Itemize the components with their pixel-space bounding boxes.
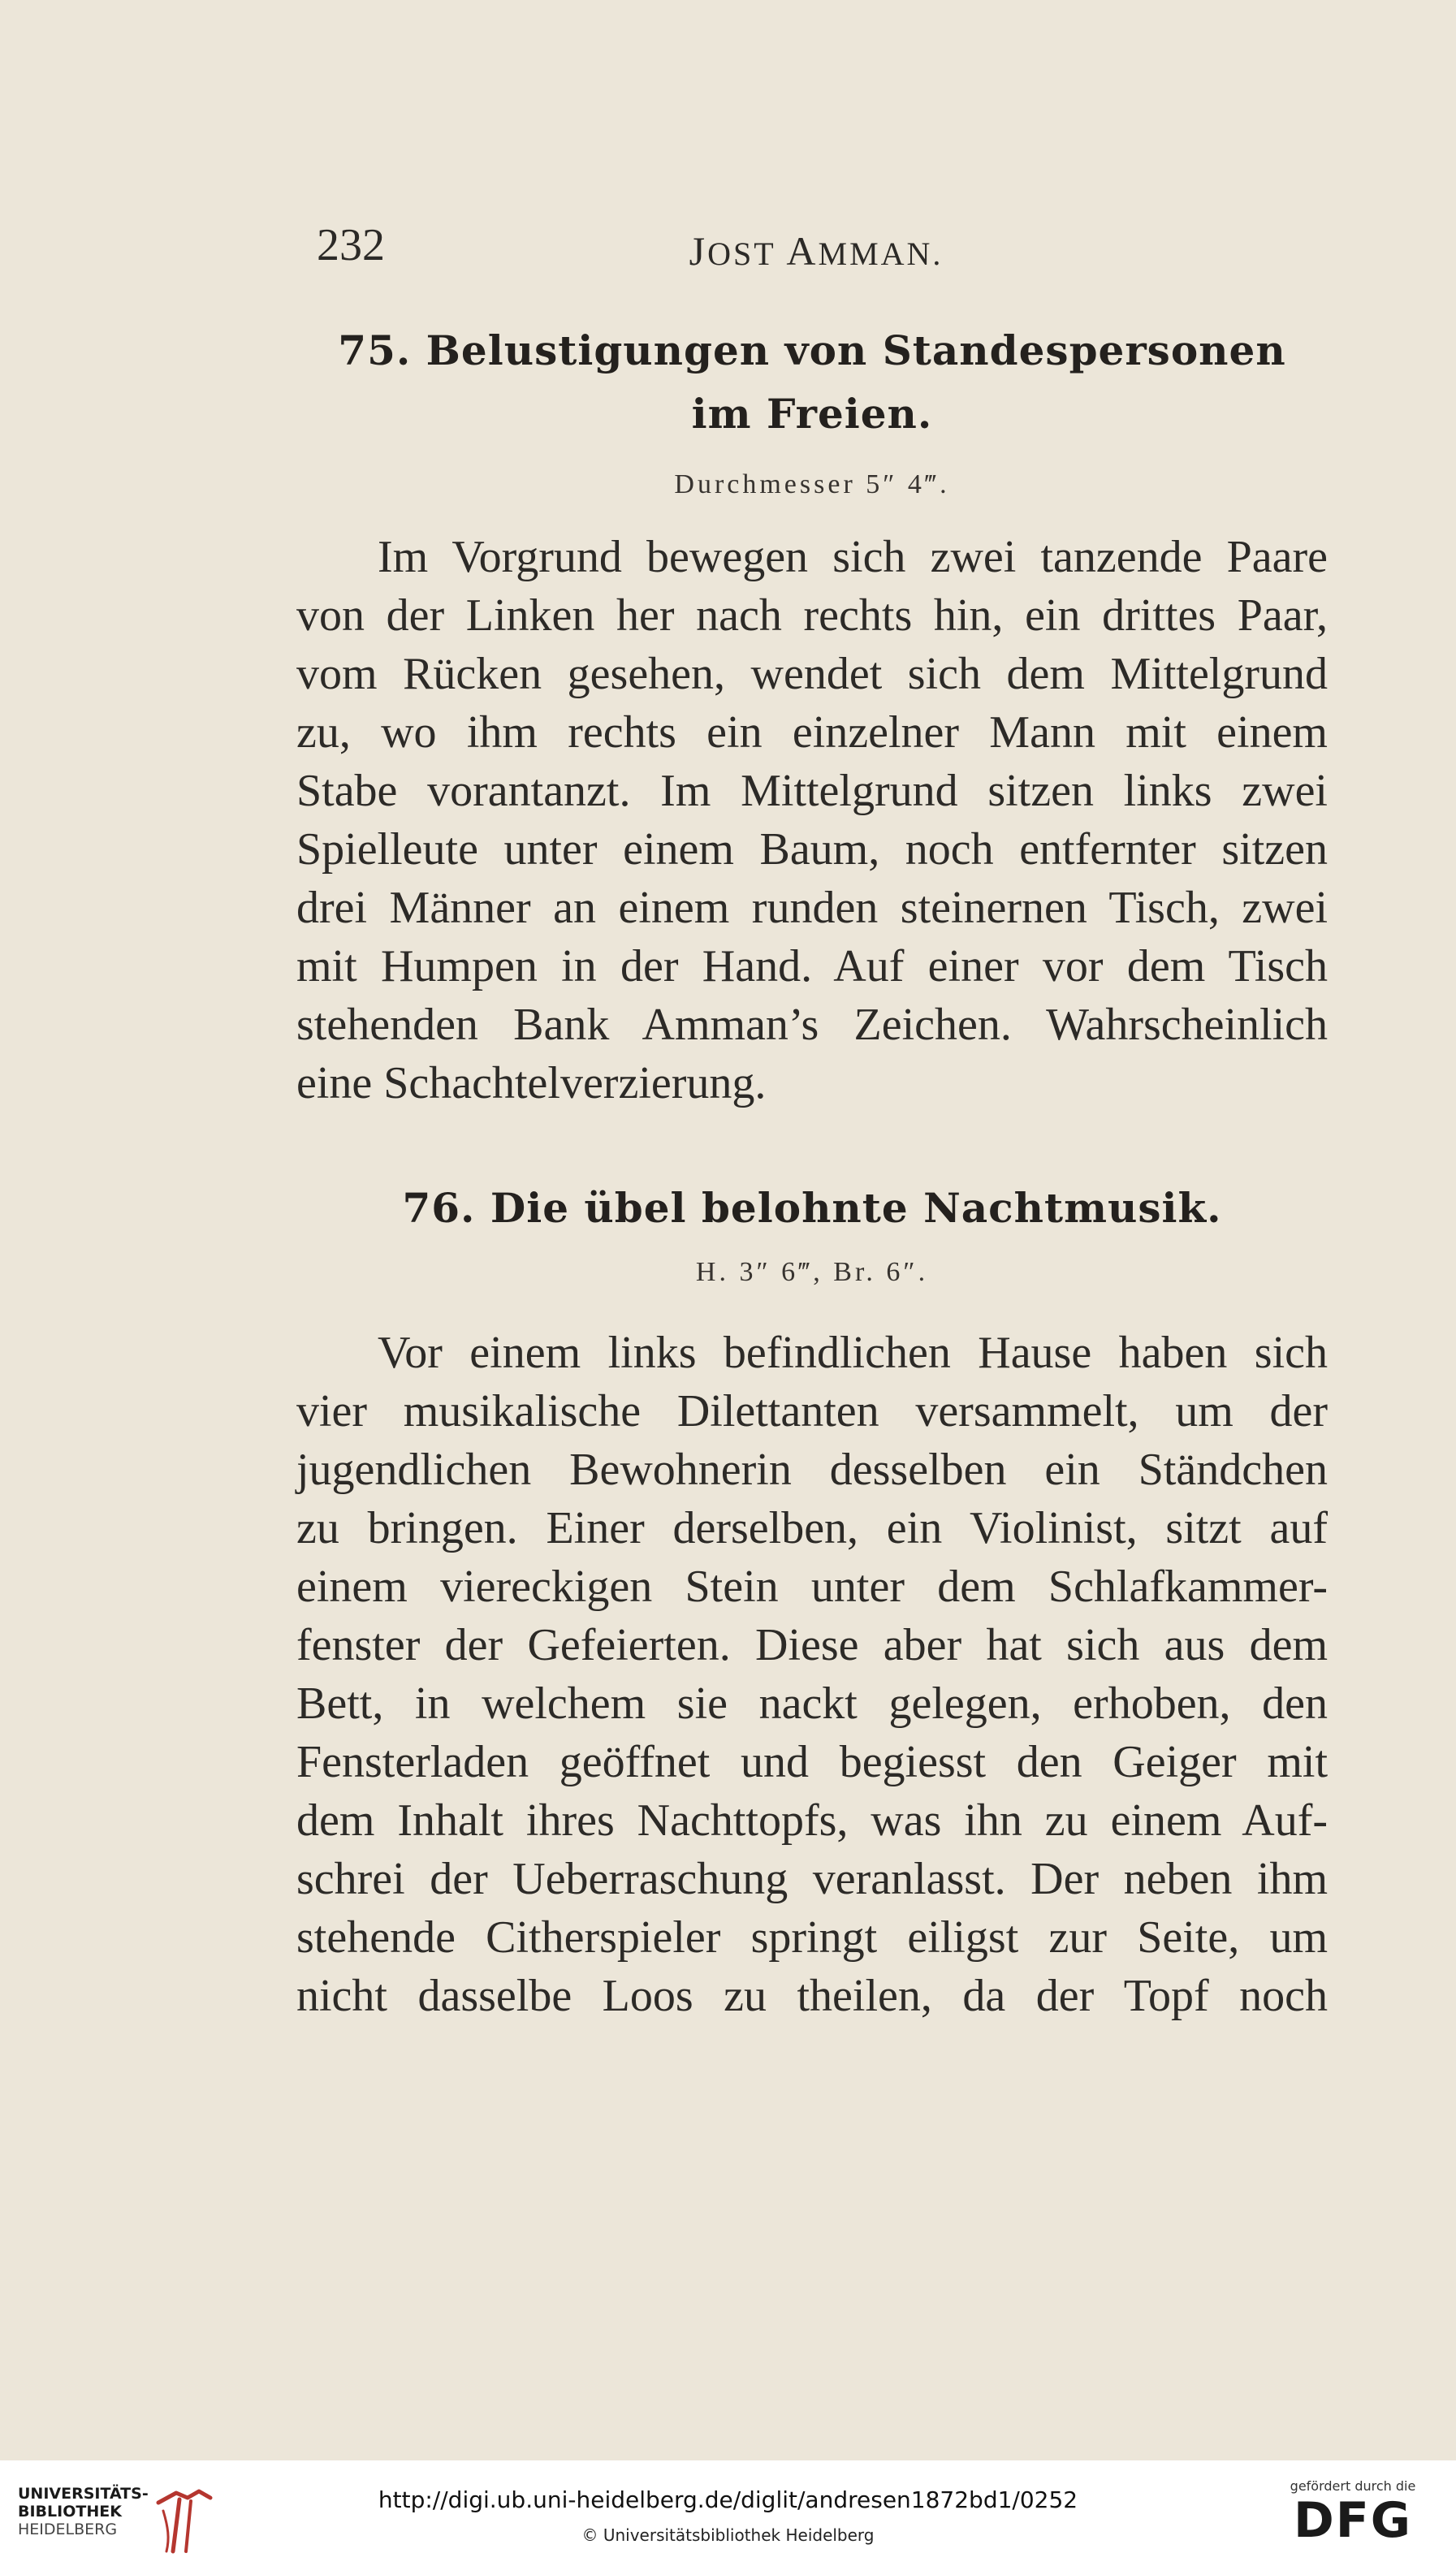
text-line: Stabe vorantanzt. Im Mittelgrund sitzen links zwei	[296, 766, 1328, 816]
text-line: schrei der Ueberraschung veranlasst. Der neben ihm	[296, 1854, 1328, 1904]
text-line: von der Linken her nach rechts hin, ein drittes Paar,	[296, 590, 1328, 641]
running-title-initial-2: A	[786, 228, 819, 274]
text-line: zu, wo ihm rechts ein einzelner Mann mit einem	[296, 707, 1328, 758]
funder-name: DFG	[1293, 2492, 1413, 2549]
funding-note: gefördert durch die	[1290, 2478, 1416, 2494]
text-line: dem Inhalt ihres Nachttopfs, was ihn zu einem Auf-	[296, 1795, 1328, 1846]
text-line: zu bringen. Einer derselben, ein Violinist, sitzt auf	[296, 1503, 1328, 1553]
library-name-line-1: UNIVERSITÄTS-	[18, 2485, 149, 2503]
running-head	[317, 219, 1316, 284]
text-line: Spielleute unter einem Baum, noch entfernter sitzen	[296, 824, 1328, 875]
section-76-paragraph	[296, 1324, 1328, 2025]
page-number: 232	[317, 220, 385, 270]
section-76-dimensions: H. 3″ 6‴, Br. 6″.	[695, 1257, 929, 1287]
copyright-notice: © Universitätsbibliothek Heidelberg	[581, 2525, 875, 2545]
running-title-initial-1: J	[689, 228, 708, 274]
text-line: stehenden Bank Amman’s Zeichen. Wahrscheinlich	[296, 1000, 1328, 1050]
text-line: jugendlichen Bewohnerin desselben ein Ständchen	[296, 1445, 1328, 1495]
library-name-line-2: BIBLIOTHEK	[18, 2503, 122, 2521]
running-title-rest-2: MMAN.	[818, 235, 944, 272]
permalink-url[interactable]: http://digi.ub.uni-heidelberg.de/diglit/andresen1872bd1/0252	[378, 2486, 1078, 2513]
library-name-line-3: HEIDELBERG	[18, 2521, 118, 2538]
section-75-dimensions: Durchmesser 5″ 4‴.	[674, 469, 950, 499]
text-line: vier musikalische Dilettanten versammelt, um der	[296, 1386, 1328, 1436]
section-76-heading: 76. Die übel belohnte Nachtmusik.	[402, 1184, 1222, 1232]
dfg-logo[interactable]	[1276, 2478, 1430, 2560]
text-line: einem viereckigen Stein unter dem Schlafkammer-	[296, 1562, 1328, 1612]
text-line: Bett, in welchem sie nackt gelegen, erhoben, den	[296, 1678, 1328, 1729]
text-line: mit Humpen in der Hand. Auf einer vor dem Tisch	[296, 941, 1328, 991]
text-line: vom Rücken gesehen, wendet sich dem Mittelgrund	[296, 649, 1328, 699]
section-75-heading-line-1: 75. Belustigungen von Standespersonen	[338, 326, 1286, 374]
text-line: Fensterladen geöffnet und begiesst den Geiger mit	[296, 1737, 1328, 1787]
text-line: nicht dasselbe Loos zu theilen, da der Topf noch	[296, 1971, 1328, 2021]
text-line: Vor einem links befindlichen Hause haben sich	[378, 1328, 1328, 1378]
text-line: Im Vorgrund bewegen sich zwei tanzende Paare	[378, 532, 1328, 582]
text-line: eine Schachtelverzierung.	[296, 1058, 767, 1108]
running-title	[317, 227, 1316, 274]
section-75-heading-line-2: im Freien.	[691, 390, 933, 438]
text-line: drei Männer an einem runden steinernen Tisch, zwei	[296, 883, 1328, 933]
section-75-paragraph	[296, 528, 1328, 1112]
running-title-rest-1: OST	[707, 235, 776, 272]
text-line: fenster der Gefeierten. Diese aber hat sich aus dem	[296, 1620, 1328, 1670]
viewer-footer	[0, 2460, 1456, 2566]
text-line: stehende Citherspieler springt eiligst zur Seite, um	[296, 1912, 1328, 1963]
